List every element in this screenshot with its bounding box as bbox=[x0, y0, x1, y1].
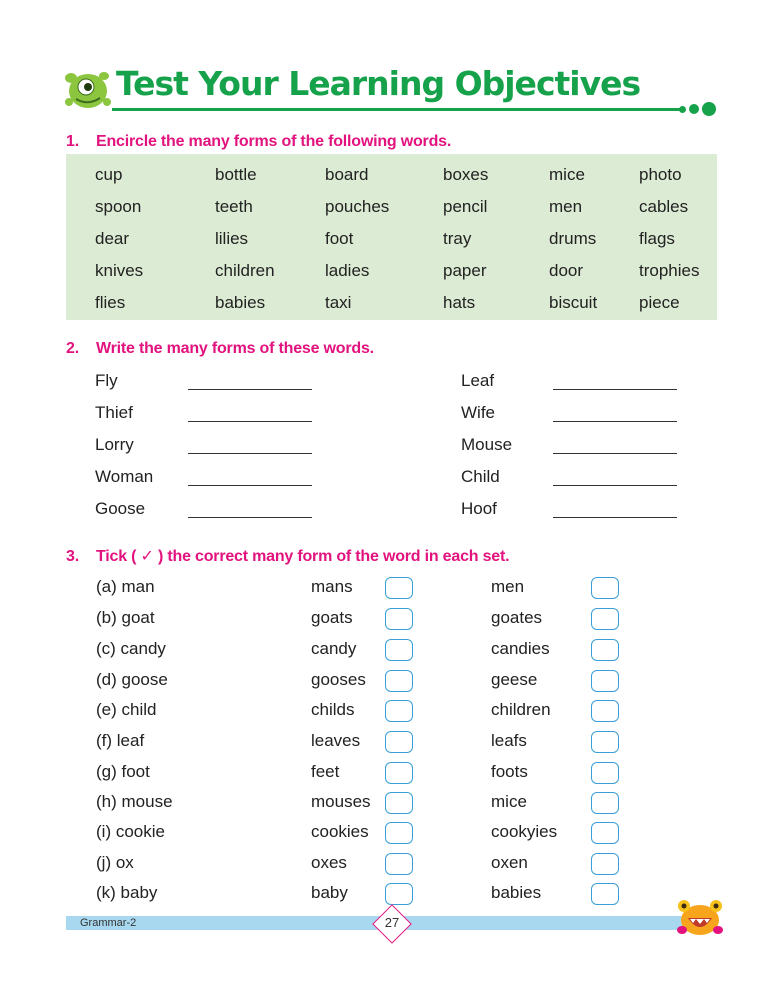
set-label: (g) foot bbox=[96, 762, 150, 781]
grid-word[interactable]: knives bbox=[95, 261, 144, 280]
singular-word: Lorry bbox=[95, 435, 134, 454]
q3-instruction: Tick ( ✓ ) the correct many form of the word in each set. bbox=[96, 548, 510, 565]
set-label: (d) goose bbox=[96, 670, 168, 689]
decor-dot bbox=[679, 106, 686, 113]
grid-word[interactable]: boxes bbox=[443, 165, 489, 184]
tick-checkbox[interactable] bbox=[385, 670, 413, 692]
answer-blank[interactable] bbox=[553, 388, 677, 390]
set-label: (h) mouse bbox=[96, 792, 173, 811]
option-word: feet bbox=[311, 762, 340, 781]
grid-word[interactable]: ladies bbox=[325, 261, 370, 280]
singular-word: Mouse bbox=[461, 435, 513, 454]
grid-word[interactable]: tray bbox=[443, 229, 472, 248]
q1-heading bbox=[66, 133, 451, 151]
set-label: (j) ox bbox=[96, 853, 134, 872]
grid-word[interactable]: paper bbox=[443, 261, 487, 280]
grid-word[interactable]: lilies bbox=[215, 229, 249, 248]
grid-word[interactable]: cables bbox=[639, 197, 689, 216]
tick-checkbox[interactable] bbox=[385, 700, 413, 722]
grid-word[interactable]: flies bbox=[95, 293, 126, 312]
grid-word[interactable]: children bbox=[215, 261, 275, 280]
tick-checkbox[interactable] bbox=[385, 639, 413, 661]
set-label: (e) child bbox=[96, 700, 157, 719]
option-word: oxes bbox=[311, 853, 347, 872]
grid-word[interactable]: piece bbox=[639, 293, 680, 312]
singular-word: Wife bbox=[461, 403, 495, 422]
option-word: babies bbox=[491, 883, 542, 902]
grid-word[interactable]: board bbox=[325, 165, 369, 184]
option-word: baby bbox=[311, 883, 348, 902]
option-word: gooses bbox=[311, 670, 366, 689]
option-word: men bbox=[491, 577, 525, 596]
set-label: (b) goat bbox=[96, 608, 155, 627]
grid-word[interactable]: babies bbox=[215, 293, 266, 312]
orange-monster-icon bbox=[676, 896, 724, 938]
grid-word[interactable]: flags bbox=[639, 229, 675, 248]
q1-number: 1. bbox=[66, 133, 79, 150]
option-word: children bbox=[491, 700, 551, 719]
grid-word[interactable]: mice bbox=[549, 165, 585, 184]
answer-blank[interactable] bbox=[188, 420, 312, 422]
tick-checkbox[interactable] bbox=[385, 731, 413, 753]
option-word: foots bbox=[491, 762, 528, 781]
option-word: leaves bbox=[311, 731, 361, 750]
singular-word: Woman bbox=[95, 467, 154, 486]
option-word: candy bbox=[311, 639, 357, 658]
tick-checkbox[interactable] bbox=[591, 762, 619, 784]
tick-checkbox[interactable] bbox=[591, 883, 619, 905]
title-underline bbox=[112, 108, 682, 111]
tick-checkbox[interactable] bbox=[385, 853, 413, 875]
set-label: (k) baby bbox=[96, 883, 158, 902]
option-word: candies bbox=[491, 639, 550, 658]
tick-checkbox[interactable] bbox=[591, 792, 619, 814]
tick-checkbox[interactable] bbox=[591, 670, 619, 692]
singular-word: Goose bbox=[95, 499, 146, 518]
book-title: Grammar-2 bbox=[80, 917, 137, 929]
singular-word: Thief bbox=[95, 403, 133, 422]
answer-blank[interactable] bbox=[553, 516, 677, 518]
grid-word[interactable]: photo bbox=[639, 165, 682, 184]
grid-word[interactable]: drums bbox=[549, 229, 597, 248]
decor-dot bbox=[689, 104, 699, 114]
answer-blank[interactable] bbox=[188, 484, 312, 486]
set-label: (f) leaf bbox=[96, 731, 145, 750]
singular-word: Child bbox=[461, 467, 500, 486]
tick-checkbox[interactable] bbox=[591, 822, 619, 844]
tick-checkbox[interactable] bbox=[385, 822, 413, 844]
singular-word: Leaf bbox=[461, 371, 495, 390]
option-word: mice bbox=[491, 792, 527, 811]
answer-blank[interactable] bbox=[553, 484, 677, 486]
page-title: Test Your Learning Objectives bbox=[116, 64, 641, 103]
option-word: goats bbox=[311, 608, 353, 627]
tick-checkbox[interactable] bbox=[591, 731, 619, 753]
option-word: goates bbox=[491, 608, 543, 627]
grid-word[interactable]: door bbox=[549, 261, 584, 280]
q3-heading bbox=[66, 546, 509, 566]
set-label: (i) cookie bbox=[96, 822, 165, 841]
grid-word[interactable]: spoon bbox=[95, 197, 142, 216]
tick-checkbox[interactable] bbox=[385, 883, 413, 905]
option-word: mans bbox=[311, 577, 353, 596]
grid-word[interactable]: hats bbox=[443, 293, 476, 312]
grid-word[interactable]: cup bbox=[95, 165, 123, 184]
grid-word[interactable]: pouches bbox=[325, 197, 390, 216]
set-label: (c) candy bbox=[96, 639, 166, 658]
answer-blank[interactable] bbox=[553, 420, 677, 422]
option-word: leafs bbox=[491, 731, 527, 750]
tick-checkbox[interactable] bbox=[385, 762, 413, 784]
grid-word[interactable]: taxi bbox=[325, 293, 352, 312]
q2-heading bbox=[66, 340, 374, 358]
answer-blank[interactable] bbox=[188, 516, 312, 518]
grid-word[interactable]: men bbox=[549, 197, 583, 216]
page-number: 27 bbox=[384, 915, 400, 930]
q3-number: 3. bbox=[66, 548, 79, 565]
option-word: cookies bbox=[311, 822, 369, 841]
tick-checkbox[interactable] bbox=[591, 577, 619, 599]
tick-checkbox[interactable] bbox=[591, 700, 619, 722]
grid-word[interactable]: trophies bbox=[639, 261, 700, 280]
answer-blank[interactable] bbox=[188, 452, 312, 454]
q1-instruction: Encircle the many forms of the following words. bbox=[96, 133, 452, 150]
tick-checkbox[interactable] bbox=[385, 577, 413, 599]
tick-checkbox[interactable] bbox=[385, 792, 413, 814]
option-word: cookyies bbox=[491, 822, 558, 841]
set-label: (a) man bbox=[96, 577, 155, 596]
tick-checkbox[interactable] bbox=[591, 639, 619, 661]
answer-blank[interactable] bbox=[188, 388, 312, 390]
word-grid-panel bbox=[66, 154, 717, 320]
singular-word: Hoof bbox=[461, 499, 497, 518]
grid-word[interactable]: dear bbox=[95, 229, 130, 248]
tick-checkbox[interactable] bbox=[591, 608, 619, 630]
q2-number: 2. bbox=[66, 340, 79, 357]
option-word: geese bbox=[491, 670, 538, 689]
decor-dot bbox=[702, 102, 716, 116]
q2-instruction: Write the many forms of these words. bbox=[96, 340, 374, 357]
tick-checkbox[interactable] bbox=[385, 608, 413, 630]
grid-word[interactable]: pencil bbox=[443, 197, 488, 216]
grid-word[interactable]: foot bbox=[325, 229, 354, 248]
grid-word[interactable]: bottle bbox=[215, 165, 257, 184]
grid-word[interactable]: biscuit bbox=[549, 293, 598, 312]
grid-word[interactable]: teeth bbox=[215, 197, 253, 216]
option-word: mouses bbox=[311, 792, 371, 811]
tick-checkbox[interactable] bbox=[591, 853, 619, 875]
answer-blank[interactable] bbox=[553, 452, 677, 454]
singular-word: Fly bbox=[95, 371, 118, 390]
option-word: childs bbox=[311, 700, 355, 719]
option-word: oxen bbox=[491, 853, 528, 872]
green-monster-icon bbox=[62, 66, 114, 112]
